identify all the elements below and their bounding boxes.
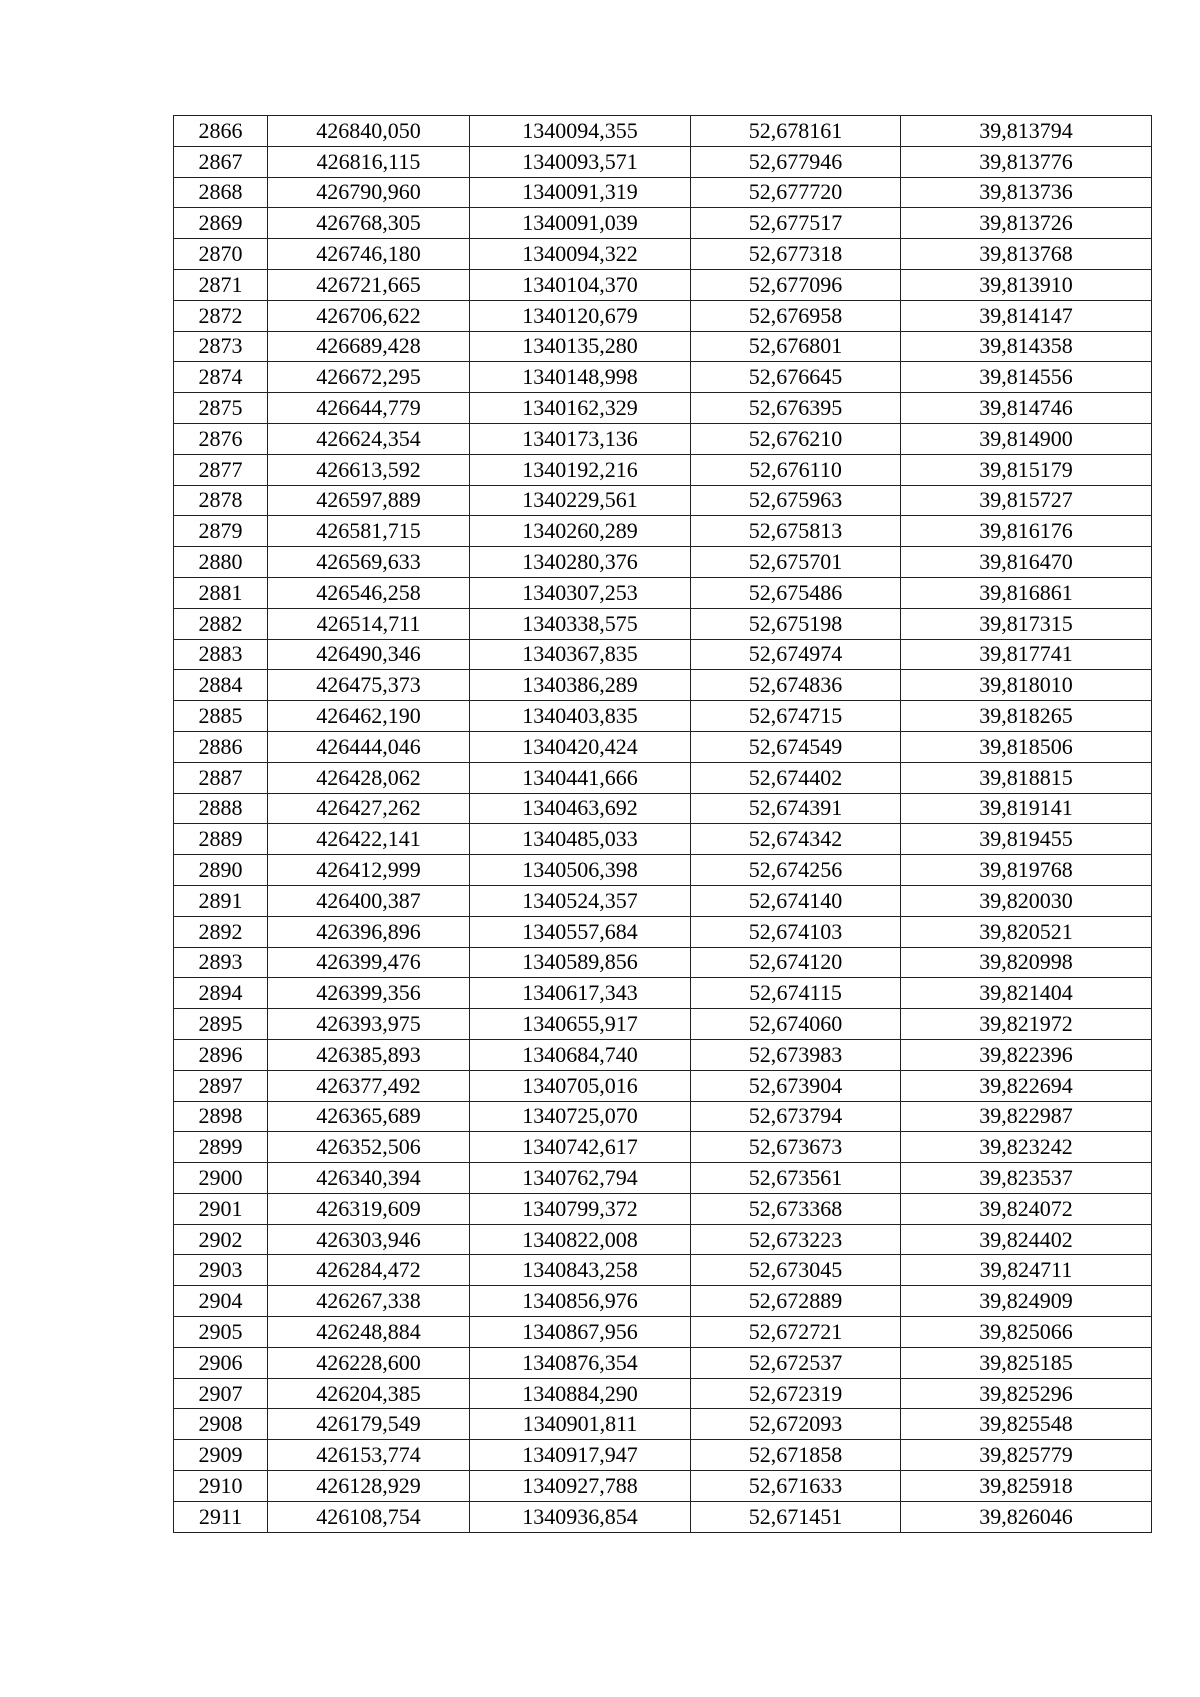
longitude-cell: 39,818265 bbox=[901, 701, 1152, 732]
x-coordinate-cell: 426204,385 bbox=[268, 1378, 470, 1409]
point-number-cell: 2904 bbox=[174, 1286, 268, 1317]
longitude-cell: 39,820998 bbox=[901, 947, 1152, 978]
latitude-cell: 52,673794 bbox=[691, 1101, 901, 1132]
longitude-cell: 39,817315 bbox=[901, 608, 1152, 639]
x-coordinate-cell: 426399,476 bbox=[268, 947, 470, 978]
longitude-cell: 39,824402 bbox=[901, 1224, 1152, 1255]
y-coordinate-cell: 1340856,976 bbox=[470, 1286, 691, 1317]
longitude-cell: 39,816470 bbox=[901, 547, 1152, 578]
x-coordinate-cell: 426303,946 bbox=[268, 1224, 470, 1255]
table-row bbox=[174, 516, 1152, 547]
table-row bbox=[174, 116, 1152, 147]
latitude-cell: 52,678161 bbox=[691, 116, 901, 147]
table-row bbox=[174, 393, 1152, 424]
longitude-cell: 39,815727 bbox=[901, 485, 1152, 516]
point-number-cell: 2893 bbox=[174, 947, 268, 978]
x-coordinate-cell: 426284,472 bbox=[268, 1255, 470, 1286]
latitude-cell: 52,675813 bbox=[691, 516, 901, 547]
table-row bbox=[174, 701, 1152, 732]
point-number-cell: 2901 bbox=[174, 1193, 268, 1224]
latitude-cell: 52,676645 bbox=[691, 362, 901, 393]
table-row bbox=[174, 1132, 1152, 1163]
x-coordinate-cell: 426581,715 bbox=[268, 516, 470, 547]
latitude-cell: 52,672319 bbox=[691, 1378, 901, 1409]
x-coordinate-cell: 426514,711 bbox=[268, 608, 470, 639]
x-coordinate-cell: 426427,262 bbox=[268, 793, 470, 824]
latitude-cell: 52,673904 bbox=[691, 1070, 901, 1101]
point-number-cell: 2909 bbox=[174, 1440, 268, 1471]
x-coordinate-cell: 426153,774 bbox=[268, 1440, 470, 1471]
x-coordinate-cell: 426790,960 bbox=[268, 177, 470, 208]
point-number-cell: 2910 bbox=[174, 1471, 268, 1502]
longitude-cell: 39,825918 bbox=[901, 1471, 1152, 1502]
point-number-cell: 2891 bbox=[174, 885, 268, 916]
longitude-cell: 39,824909 bbox=[901, 1286, 1152, 1317]
point-number-cell: 2888 bbox=[174, 793, 268, 824]
y-coordinate-cell: 1340799,372 bbox=[470, 1193, 691, 1224]
y-coordinate-cell: 1340338,575 bbox=[470, 608, 691, 639]
latitude-cell: 52,674402 bbox=[691, 762, 901, 793]
y-coordinate-cell: 1340094,355 bbox=[470, 116, 691, 147]
point-number-cell: 2875 bbox=[174, 393, 268, 424]
point-number-cell: 2896 bbox=[174, 1039, 268, 1070]
x-coordinate-cell: 426689,428 bbox=[268, 331, 470, 362]
y-coordinate-cell: 1340091,319 bbox=[470, 177, 691, 208]
latitude-cell: 52,673223 bbox=[691, 1224, 901, 1255]
table-row bbox=[174, 423, 1152, 454]
latitude-cell: 52,674549 bbox=[691, 731, 901, 762]
table-row bbox=[174, 639, 1152, 670]
y-coordinate-cell: 1340135,280 bbox=[470, 331, 691, 362]
latitude-cell: 52,677720 bbox=[691, 177, 901, 208]
point-number-cell: 2867 bbox=[174, 146, 268, 177]
longitude-cell: 39,819141 bbox=[901, 793, 1152, 824]
point-number-cell: 2874 bbox=[174, 362, 268, 393]
y-coordinate-cell: 1340589,856 bbox=[470, 947, 691, 978]
x-coordinate-cell: 426400,387 bbox=[268, 885, 470, 916]
y-coordinate-cell: 1340506,398 bbox=[470, 855, 691, 886]
point-number-cell: 2886 bbox=[174, 731, 268, 762]
point-number-cell: 2882 bbox=[174, 608, 268, 639]
x-coordinate-cell: 426706,622 bbox=[268, 300, 470, 331]
longitude-cell: 39,813726 bbox=[901, 208, 1152, 239]
table-row bbox=[174, 300, 1152, 331]
table-row bbox=[174, 331, 1152, 362]
point-number-cell: 2902 bbox=[174, 1224, 268, 1255]
y-coordinate-cell: 1340655,917 bbox=[470, 1009, 691, 1040]
x-coordinate-cell: 426365,689 bbox=[268, 1101, 470, 1132]
point-number-cell: 2907 bbox=[174, 1378, 268, 1409]
latitude-cell: 52,677318 bbox=[691, 239, 901, 270]
latitude-cell: 52,673983 bbox=[691, 1039, 901, 1070]
x-coordinate-cell: 426108,754 bbox=[268, 1501, 470, 1532]
x-coordinate-cell: 426721,665 bbox=[268, 269, 470, 300]
y-coordinate-cell: 1340927,788 bbox=[470, 1471, 691, 1502]
table-row bbox=[174, 1440, 1152, 1471]
latitude-cell: 52,674391 bbox=[691, 793, 901, 824]
y-coordinate-cell: 1340917,947 bbox=[470, 1440, 691, 1471]
latitude-cell: 52,676210 bbox=[691, 423, 901, 454]
table-row bbox=[174, 793, 1152, 824]
table-row bbox=[174, 485, 1152, 516]
latitude-cell: 52,674715 bbox=[691, 701, 901, 732]
x-coordinate-cell: 426672,295 bbox=[268, 362, 470, 393]
x-coordinate-cell: 426569,633 bbox=[268, 547, 470, 578]
point-number-cell: 2883 bbox=[174, 639, 268, 670]
y-coordinate-cell: 1340307,253 bbox=[470, 577, 691, 608]
table-row bbox=[174, 1101, 1152, 1132]
y-coordinate-cell: 1340762,794 bbox=[470, 1163, 691, 1194]
longitude-cell: 39,823537 bbox=[901, 1163, 1152, 1194]
latitude-cell: 52,674836 bbox=[691, 670, 901, 701]
latitude-cell: 52,674115 bbox=[691, 978, 901, 1009]
latitude-cell: 52,672537 bbox=[691, 1347, 901, 1378]
x-coordinate-cell: 426385,893 bbox=[268, 1039, 470, 1070]
point-number-cell: 2885 bbox=[174, 701, 268, 732]
y-coordinate-cell: 1340822,008 bbox=[470, 1224, 691, 1255]
latitude-cell: 52,671858 bbox=[691, 1440, 901, 1471]
longitude-cell: 39,822694 bbox=[901, 1070, 1152, 1101]
longitude-cell: 39,818815 bbox=[901, 762, 1152, 793]
table-row bbox=[174, 916, 1152, 947]
latitude-cell: 52,673045 bbox=[691, 1255, 901, 1286]
latitude-cell: 52,676395 bbox=[691, 393, 901, 424]
x-coordinate-cell: 426396,896 bbox=[268, 916, 470, 947]
point-number-cell: 2877 bbox=[174, 454, 268, 485]
latitude-cell: 52,675486 bbox=[691, 577, 901, 608]
y-coordinate-cell: 1340403,835 bbox=[470, 701, 691, 732]
longitude-cell: 39,825548 bbox=[901, 1409, 1152, 1440]
x-coordinate-cell: 426399,356 bbox=[268, 978, 470, 1009]
x-coordinate-cell: 426352,506 bbox=[268, 1132, 470, 1163]
y-coordinate-cell: 1340162,329 bbox=[470, 393, 691, 424]
x-coordinate-cell: 426475,373 bbox=[268, 670, 470, 701]
y-coordinate-cell: 1340091,039 bbox=[470, 208, 691, 239]
x-coordinate-cell: 426179,549 bbox=[268, 1409, 470, 1440]
point-number-cell: 2870 bbox=[174, 239, 268, 270]
x-coordinate-cell: 426546,258 bbox=[268, 577, 470, 608]
table-row bbox=[174, 1193, 1152, 1224]
latitude-cell: 52,673368 bbox=[691, 1193, 901, 1224]
table-row bbox=[174, 1009, 1152, 1040]
latitude-cell: 52,677096 bbox=[691, 269, 901, 300]
table-row bbox=[174, 1286, 1152, 1317]
latitude-cell: 52,672093 bbox=[691, 1409, 901, 1440]
latitude-cell: 52,675198 bbox=[691, 608, 901, 639]
point-number-cell: 2894 bbox=[174, 978, 268, 1009]
longitude-cell: 39,814900 bbox=[901, 423, 1152, 454]
table-row bbox=[174, 885, 1152, 916]
point-number-cell: 2892 bbox=[174, 916, 268, 947]
latitude-cell: 52,673561 bbox=[691, 1163, 901, 1194]
table-row bbox=[174, 670, 1152, 701]
x-coordinate-cell: 426319,609 bbox=[268, 1193, 470, 1224]
y-coordinate-cell: 1340742,617 bbox=[470, 1132, 691, 1163]
y-coordinate-cell: 1340229,561 bbox=[470, 485, 691, 516]
longitude-cell: 39,819455 bbox=[901, 824, 1152, 855]
y-coordinate-cell: 1340173,136 bbox=[470, 423, 691, 454]
table-row bbox=[174, 978, 1152, 1009]
table-row bbox=[174, 855, 1152, 886]
longitude-cell: 39,816176 bbox=[901, 516, 1152, 547]
x-coordinate-cell: 426128,929 bbox=[268, 1471, 470, 1502]
point-number-cell: 2897 bbox=[174, 1070, 268, 1101]
y-coordinate-cell: 1340684,740 bbox=[470, 1039, 691, 1070]
point-number-cell: 2908 bbox=[174, 1409, 268, 1440]
longitude-cell: 39,818010 bbox=[901, 670, 1152, 701]
longitude-cell: 39,822987 bbox=[901, 1101, 1152, 1132]
longitude-cell: 39,825185 bbox=[901, 1347, 1152, 1378]
x-coordinate-cell: 426613,592 bbox=[268, 454, 470, 485]
table-row bbox=[174, 824, 1152, 855]
y-coordinate-cell: 1340705,016 bbox=[470, 1070, 691, 1101]
y-coordinate-cell: 1340386,289 bbox=[470, 670, 691, 701]
latitude-cell: 52,677946 bbox=[691, 146, 901, 177]
longitude-cell: 39,814147 bbox=[901, 300, 1152, 331]
longitude-cell: 39,813776 bbox=[901, 146, 1152, 177]
longitude-cell: 39,825779 bbox=[901, 1440, 1152, 1471]
longitude-cell: 39,820030 bbox=[901, 885, 1152, 916]
latitude-cell: 52,674060 bbox=[691, 1009, 901, 1040]
table-row bbox=[174, 146, 1152, 177]
longitude-cell: 39,825066 bbox=[901, 1317, 1152, 1348]
table-row bbox=[174, 1039, 1152, 1070]
longitude-cell: 39,821972 bbox=[901, 1009, 1152, 1040]
longitude-cell: 39,824072 bbox=[901, 1193, 1152, 1224]
latitude-cell: 52,673673 bbox=[691, 1132, 901, 1163]
latitude-cell: 52,674256 bbox=[691, 855, 901, 886]
longitude-cell: 39,826046 bbox=[901, 1501, 1152, 1532]
x-coordinate-cell: 426462,190 bbox=[268, 701, 470, 732]
x-coordinate-cell: 426340,394 bbox=[268, 1163, 470, 1194]
x-coordinate-cell: 426597,889 bbox=[268, 485, 470, 516]
latitude-cell: 52,674120 bbox=[691, 947, 901, 978]
latitude-cell: 52,674342 bbox=[691, 824, 901, 855]
point-number-cell: 2868 bbox=[174, 177, 268, 208]
longitude-cell: 39,817741 bbox=[901, 639, 1152, 670]
x-coordinate-cell: 426377,492 bbox=[268, 1070, 470, 1101]
x-coordinate-cell: 426768,305 bbox=[268, 208, 470, 239]
table-row bbox=[174, 1070, 1152, 1101]
point-number-cell: 2887 bbox=[174, 762, 268, 793]
point-number-cell: 2873 bbox=[174, 331, 268, 362]
table-row bbox=[174, 731, 1152, 762]
table-row bbox=[174, 269, 1152, 300]
x-coordinate-cell: 426816,115 bbox=[268, 146, 470, 177]
latitude-cell: 52,676110 bbox=[691, 454, 901, 485]
latitude-cell: 52,675963 bbox=[691, 485, 901, 516]
y-coordinate-cell: 1340094,322 bbox=[470, 239, 691, 270]
point-number-cell: 2906 bbox=[174, 1347, 268, 1378]
longitude-cell: 39,824711 bbox=[901, 1255, 1152, 1286]
latitude-cell: 52,671451 bbox=[691, 1501, 901, 1532]
point-number-cell: 2879 bbox=[174, 516, 268, 547]
table-row bbox=[174, 762, 1152, 793]
table-row bbox=[174, 1255, 1152, 1286]
longitude-cell: 39,815179 bbox=[901, 454, 1152, 485]
y-coordinate-cell: 1340936,854 bbox=[470, 1501, 691, 1532]
x-coordinate-cell: 426248,884 bbox=[268, 1317, 470, 1348]
table-row bbox=[174, 239, 1152, 270]
y-coordinate-cell: 1340884,290 bbox=[470, 1378, 691, 1409]
table-row bbox=[174, 1501, 1152, 1532]
point-number-cell: 2884 bbox=[174, 670, 268, 701]
point-number-cell: 2905 bbox=[174, 1317, 268, 1348]
x-coordinate-cell: 426746,180 bbox=[268, 239, 470, 270]
x-coordinate-cell: 426644,779 bbox=[268, 393, 470, 424]
x-coordinate-cell: 426412,999 bbox=[268, 855, 470, 886]
longitude-cell: 39,818506 bbox=[901, 731, 1152, 762]
y-coordinate-cell: 1340867,956 bbox=[470, 1317, 691, 1348]
longitude-cell: 39,822396 bbox=[901, 1039, 1152, 1070]
x-coordinate-cell: 426840,050 bbox=[268, 116, 470, 147]
table-row bbox=[174, 177, 1152, 208]
point-number-cell: 2866 bbox=[174, 116, 268, 147]
y-coordinate-cell: 1340148,998 bbox=[470, 362, 691, 393]
point-number-cell: 2900 bbox=[174, 1163, 268, 1194]
latitude-cell: 52,676958 bbox=[691, 300, 901, 331]
point-number-cell: 2869 bbox=[174, 208, 268, 239]
y-coordinate-cell: 1340280,376 bbox=[470, 547, 691, 578]
x-coordinate-cell: 426267,338 bbox=[268, 1286, 470, 1317]
y-coordinate-cell: 1340725,070 bbox=[470, 1101, 691, 1132]
y-coordinate-cell: 1340441,666 bbox=[470, 762, 691, 793]
table-row bbox=[174, 1317, 1152, 1348]
point-number-cell: 2895 bbox=[174, 1009, 268, 1040]
latitude-cell: 52,672889 bbox=[691, 1286, 901, 1317]
point-number-cell: 2881 bbox=[174, 577, 268, 608]
x-coordinate-cell: 426444,046 bbox=[268, 731, 470, 762]
y-coordinate-cell: 1340093,571 bbox=[470, 146, 691, 177]
point-number-cell: 2899 bbox=[174, 1132, 268, 1163]
longitude-cell: 39,814358 bbox=[901, 331, 1152, 362]
y-coordinate-cell: 1340420,424 bbox=[470, 731, 691, 762]
latitude-cell: 52,674103 bbox=[691, 916, 901, 947]
y-coordinate-cell: 1340901,811 bbox=[470, 1409, 691, 1440]
y-coordinate-cell: 1340260,289 bbox=[470, 516, 691, 547]
latitude-cell: 52,674974 bbox=[691, 639, 901, 670]
table-row bbox=[174, 1409, 1152, 1440]
y-coordinate-cell: 1340843,258 bbox=[470, 1255, 691, 1286]
longitude-cell: 39,816861 bbox=[901, 577, 1152, 608]
y-coordinate-cell: 1340463,692 bbox=[470, 793, 691, 824]
y-coordinate-cell: 1340876,354 bbox=[470, 1347, 691, 1378]
point-number-cell: 2872 bbox=[174, 300, 268, 331]
latitude-cell: 52,674140 bbox=[691, 885, 901, 916]
point-number-cell: 2876 bbox=[174, 423, 268, 454]
x-coordinate-cell: 426624,354 bbox=[268, 423, 470, 454]
longitude-cell: 39,813768 bbox=[901, 239, 1152, 270]
x-coordinate-cell: 426490,346 bbox=[268, 639, 470, 670]
latitude-cell: 52,676801 bbox=[691, 331, 901, 362]
latitude-cell: 52,675701 bbox=[691, 547, 901, 578]
longitude-cell: 39,821404 bbox=[901, 978, 1152, 1009]
table-row bbox=[174, 1347, 1152, 1378]
y-coordinate-cell: 1340524,357 bbox=[470, 885, 691, 916]
x-coordinate-cell: 426428,062 bbox=[268, 762, 470, 793]
x-coordinate-cell: 426422,141 bbox=[268, 824, 470, 855]
table-row bbox=[174, 547, 1152, 578]
table-row bbox=[174, 608, 1152, 639]
longitude-cell: 39,813736 bbox=[901, 177, 1152, 208]
point-number-cell: 2890 bbox=[174, 855, 268, 886]
y-coordinate-cell: 1340192,216 bbox=[470, 454, 691, 485]
point-number-cell: 2878 bbox=[174, 485, 268, 516]
y-coordinate-cell: 1340367,835 bbox=[470, 639, 691, 670]
table-row bbox=[174, 1378, 1152, 1409]
table-row bbox=[174, 1471, 1152, 1502]
table-row bbox=[174, 1163, 1152, 1194]
y-coordinate-cell: 1340485,033 bbox=[470, 824, 691, 855]
y-coordinate-cell: 1340104,370 bbox=[470, 269, 691, 300]
point-number-cell: 2880 bbox=[174, 547, 268, 578]
y-coordinate-cell: 1340120,679 bbox=[470, 300, 691, 331]
point-number-cell: 2889 bbox=[174, 824, 268, 855]
y-coordinate-cell: 1340617,343 bbox=[470, 978, 691, 1009]
table-row bbox=[174, 1224, 1152, 1255]
longitude-cell: 39,813794 bbox=[901, 116, 1152, 147]
x-coordinate-cell: 426393,975 bbox=[268, 1009, 470, 1040]
table-row bbox=[174, 947, 1152, 978]
table-row bbox=[174, 454, 1152, 485]
longitude-cell: 39,825296 bbox=[901, 1378, 1152, 1409]
latitude-cell: 52,671633 bbox=[691, 1471, 901, 1502]
coordinates-table bbox=[173, 115, 1152, 1533]
point-number-cell: 2898 bbox=[174, 1101, 268, 1132]
point-number-cell: 2903 bbox=[174, 1255, 268, 1286]
longitude-cell: 39,813910 bbox=[901, 269, 1152, 300]
x-coordinate-cell: 426228,600 bbox=[268, 1347, 470, 1378]
longitude-cell: 39,820521 bbox=[901, 916, 1152, 947]
point-number-cell: 2911 bbox=[174, 1501, 268, 1532]
longitude-cell: 39,819768 bbox=[901, 855, 1152, 886]
longitude-cell: 39,814556 bbox=[901, 362, 1152, 393]
longitude-cell: 39,823242 bbox=[901, 1132, 1152, 1163]
y-coordinate-cell: 1340557,684 bbox=[470, 916, 691, 947]
latitude-cell: 52,677517 bbox=[691, 208, 901, 239]
longitude-cell: 39,814746 bbox=[901, 393, 1152, 424]
coordinates-table-body bbox=[174, 116, 1152, 1533]
table-row bbox=[174, 577, 1152, 608]
latitude-cell: 52,672721 bbox=[691, 1317, 901, 1348]
table-row bbox=[174, 208, 1152, 239]
point-number-cell: 2871 bbox=[174, 269, 268, 300]
table-row bbox=[174, 362, 1152, 393]
